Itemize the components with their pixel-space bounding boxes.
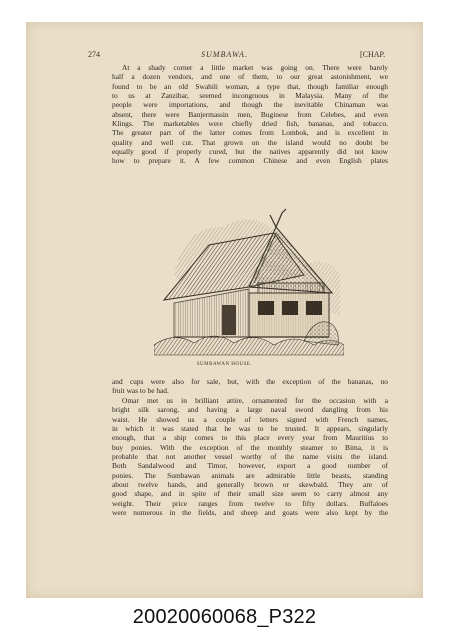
text-line: and cups were also for sale, but, with the exception of the bananas, no — [112, 377, 388, 386]
text-line: equally good if properly cured, but the natives apparently did not know — [112, 147, 388, 157]
sumbawan-house-engraving — [154, 205, 344, 357]
text-line: probable that not another vessel worthy of the name visits the island. — [112, 452, 388, 462]
text-line: people were importations, and though the inevitable Chinaman was — [112, 100, 388, 110]
page-number: 274 — [88, 50, 100, 59]
text-line: Omar met us in brilliant attire, ornamented for the occasion with a — [122, 396, 388, 405]
paragraph-cups — [112, 377, 388, 396]
text-line: were numerous in the fields, and sheep and goats were also kept by the — [112, 508, 388, 518]
text-line: waist. He showed us a couple of letters signed with French names, — [112, 414, 388, 424]
text-line: bright silk sarong, and having a large naval sword dangling from his — [112, 405, 388, 415]
text-line: to us at Zanzibar, seemed incongruous in Malaysia. Many of the — [112, 91, 388, 101]
text-line: weight. Their price ranges from twelve to fifty dollars. Buffaloes — [112, 498, 388, 508]
text-line: The greater part of the latter comes from Lombok, and is excellent in — [112, 128, 388, 138]
text-line: Both Sandalwood and Timor, however, export a good number of — [112, 461, 388, 471]
running-title: SUMBAWA. — [201, 50, 248, 59]
text-line: half a dozen vendors, and one of them, to our great astonishment, we — [112, 72, 388, 82]
text-line: found to be an old Swahili woman, a type that, though familiar enough — [112, 81, 388, 91]
paragraph-omar — [112, 396, 388, 517]
text-line: good shape, and in spite of their small size seem to carry almost any — [112, 489, 388, 499]
text-line: about twelve hands, and generally brown or skewbald. They are of — [112, 480, 388, 490]
text-line: ponies. The Sumbawan animals are admirable little beasts, standing — [112, 470, 388, 480]
text-line: how to prepare it. A few common Chinese and even English plates — [112, 156, 388, 166]
text-line: buy ponies. With the exception of the monthly steamer to Bima, it is — [112, 442, 388, 452]
paragraph-market — [112, 63, 388, 166]
text-line: absent, there were Banjermassin men, Buginese from Celebes, and even — [112, 109, 388, 119]
illustration-caption: SUMBAWAN HOUSE. — [196, 362, 253, 367]
text-line: Klings. The marketables were chiefly dried fish, bananas, and tobacco. — [112, 119, 388, 129]
text-line: fruit was to be had. — [112, 386, 169, 396]
archive-id-label: 20020060068_P322 — [132, 606, 317, 628]
text-line: quality and well cut. That grown on the island would no doubt be — [112, 137, 388, 147]
text-line: in which it was stated that he was to be trusted. It appears, singularly — [112, 424, 388, 434]
text-line: enough, that a ship comes to this place every year from Mauritius to — [112, 433, 388, 443]
text-line: At a shady corner a little market was going on. There were barely — [122, 63, 388, 72]
chapter-mark: [CHAP. — [360, 50, 386, 59]
